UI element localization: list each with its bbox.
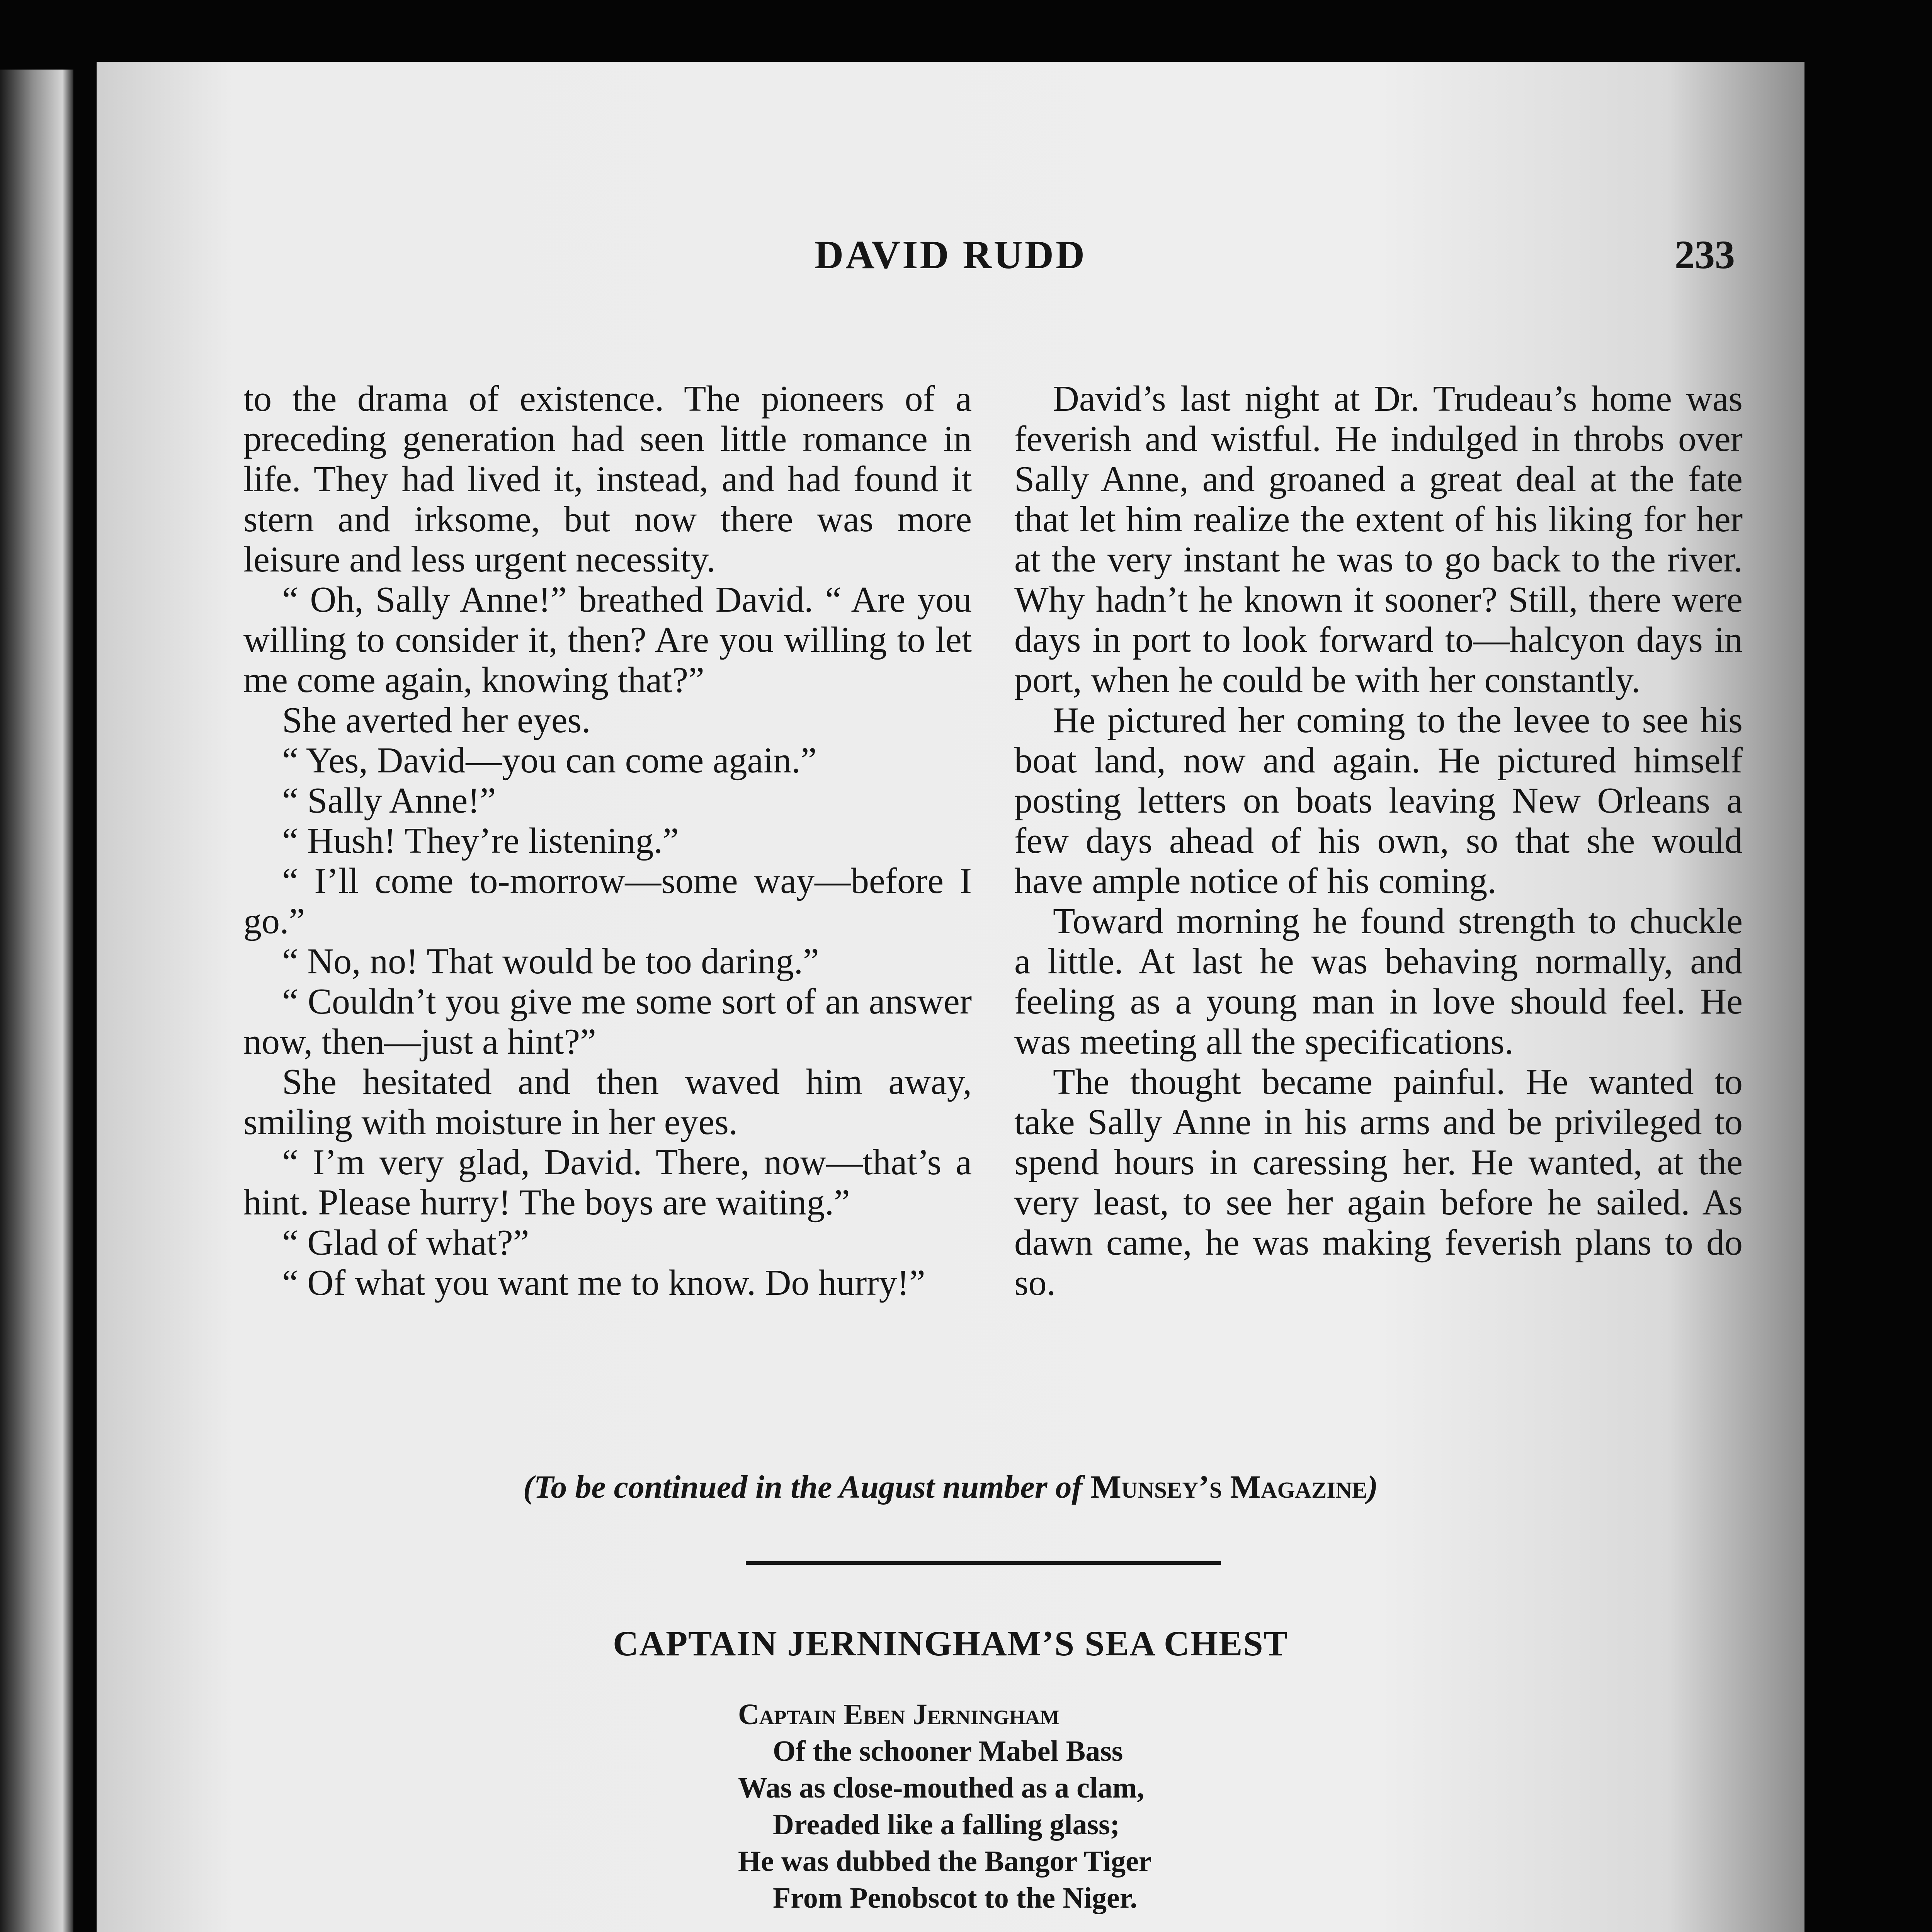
running-title: DAVID RUDD bbox=[815, 233, 1087, 277]
left-column-paragraph: “ I’m very glad, David. There, now—that’s a hint. Please hurry! The boys are waiting.” bbox=[243, 1142, 972, 1223]
left-column-paragraph: “ Yes, David—you can come again.” bbox=[282, 740, 817, 781]
right-column-paragraph: David’s last night at Dr. Trudeau’s home was feverish and wistful. He indulged in throbs over Sally Anne, and groaned a great deal at the fate that let him realize the extent of his liking for her at the very instant he was to go back to the river. Why hadn’t he known it sooner? Still, there were days in port to look forward to—halcyon days in port, when he could be with her constantly. bbox=[1014, 379, 1743, 700]
continued-note bbox=[97, 1468, 1804, 1506]
left-column bbox=[243, 379, 972, 1303]
left-column-paragraph: “ Hush! They’re listening.” bbox=[282, 821, 679, 861]
left-column-paragraph: She hesitated and then waved him away, smiling with moisture in her eyes. bbox=[243, 1062, 972, 1142]
magazine-page bbox=[97, 62, 1804, 1932]
left-column-paragraph: “ Of what you want me to know. Do hurry!” bbox=[282, 1263, 925, 1303]
left-column-paragraph: She averted her eyes. bbox=[282, 700, 591, 740]
left-column-paragraph: “ Sally Anne!” bbox=[282, 781, 496, 821]
continued-suffix: ) bbox=[1367, 1469, 1378, 1505]
continued-prefix: (To be continued in the August number of bbox=[523, 1469, 1091, 1505]
section-divider bbox=[746, 1561, 1221, 1565]
poem-stanza bbox=[738, 1696, 1511, 1917]
magazine-name: Munsey’s Magazine bbox=[1090, 1469, 1367, 1505]
left-column-paragraph: “ Oh, Sally Anne!” breathed David. “ Are you willing to consider it, then? Are you willing to let me come again, knowing that?” bbox=[243, 580, 972, 700]
poem-line: He was dubbed the Bangor Tiger bbox=[738, 1845, 1152, 1878]
left-column-paragraph: to the drama of existence. The pioneers of a preceding generation had seen little romance in life. They had lived it, instead, and had found it stern and irksome, but now there was more leisure and less urgent necessity. bbox=[243, 379, 972, 580]
poem-title: CAPTAIN JERNINGHAM’S SEA CHEST bbox=[613, 1624, 1288, 1663]
poem-line: Of the schooner Mabel Bass bbox=[773, 1735, 1123, 1767]
poem-line: Captain Eben Jerningham bbox=[738, 1698, 1060, 1731]
adjacent-page-edge bbox=[0, 70, 73, 1932]
right-column-paragraph: Toward morning he found strength to chuckle a little. At last he was behaving normally, and feeling as a young man in love should feel. He was meeting all the specifications. bbox=[1014, 901, 1743, 1062]
poem-line: Dreaded like a falling glass; bbox=[773, 1808, 1120, 1841]
story-columns bbox=[243, 379, 1743, 1303]
right-column bbox=[1014, 379, 1743, 1303]
left-column-paragraph: “ No, no! That would be too daring.” bbox=[282, 941, 819, 981]
poem-line: Was as close-mouthed as a clam, bbox=[738, 1772, 1145, 1804]
right-column-paragraph: The thought became painful. He wanted to take Sally Anne in his arms and be privileged to spend hours in caressing her. He wanted, at the very least, to see her again before he sailed. As dawn came, he was making feverish plans to do so. bbox=[1014, 1062, 1743, 1303]
page-number: 233 bbox=[1675, 233, 1735, 277]
page-header bbox=[97, 232, 1804, 298]
poem-line: From Penobscot to the Niger. bbox=[773, 1882, 1138, 1914]
left-column-paragraph: “ Couldn’t you give me some sort of an answer now, then—just a hint?” bbox=[243, 981, 972, 1062]
left-column-paragraph: “ I’ll come to-morrow—some way—before I go.” bbox=[243, 861, 972, 941]
right-column-paragraph: He pictured her coming to the levee to see his boat land, now and again. He pictured himself posting letters on boats leaving New Orleans a few days ahead of his own, so that she would have ample notice of his coming. bbox=[1014, 700, 1743, 901]
left-column-paragraph: “ Glad of what?” bbox=[282, 1223, 529, 1263]
poem-body bbox=[738, 1696, 1511, 1932]
